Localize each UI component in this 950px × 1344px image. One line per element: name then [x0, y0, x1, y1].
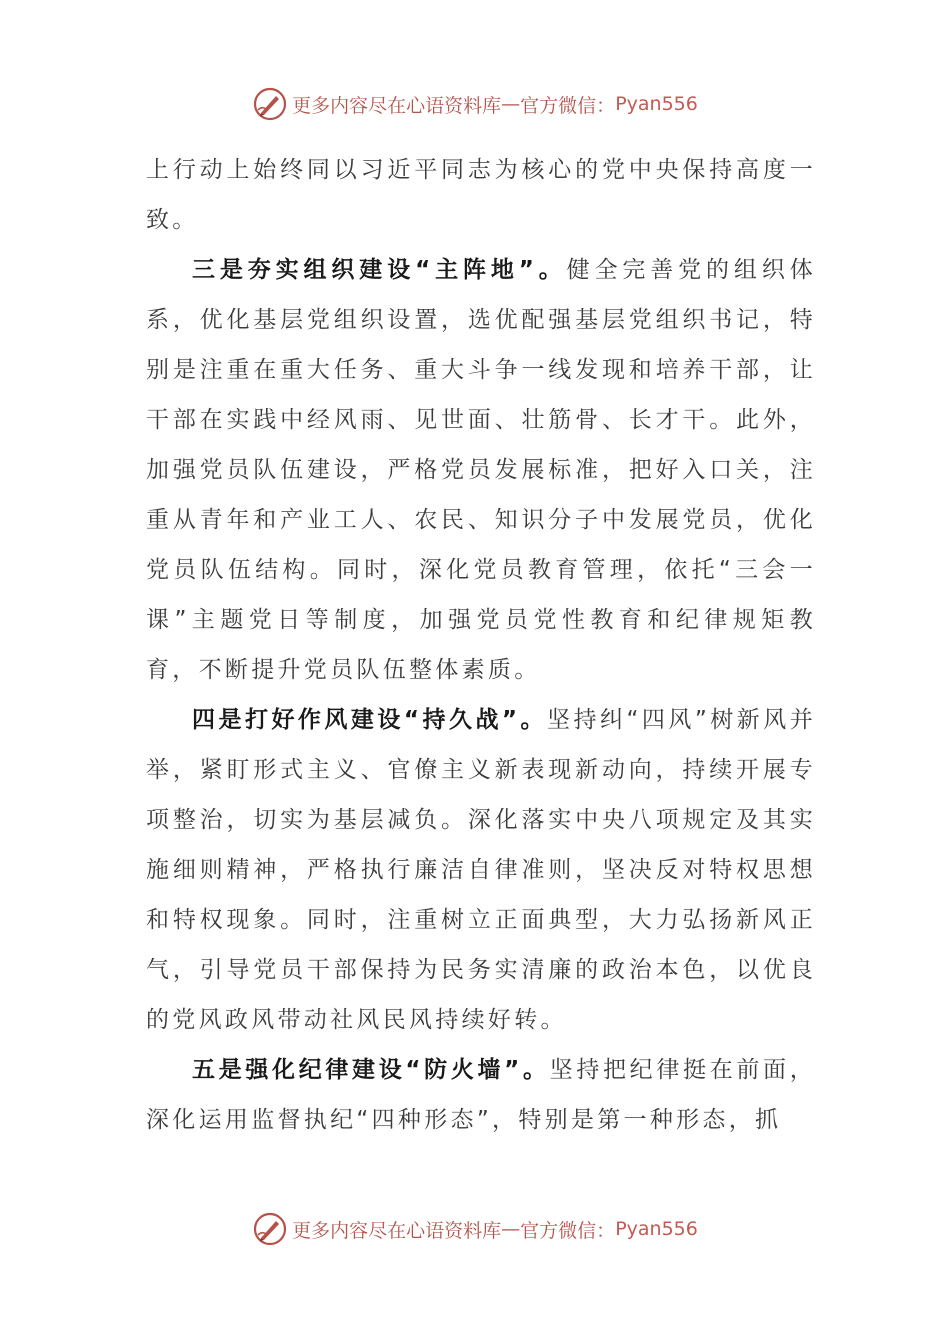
paragraph-text: 上行动上始终同以习近平同志为核心的党中央保持高度一致。 [146, 157, 816, 233]
paragraph-lead: 三是夯实组织建设“主阵地”。 [192, 257, 567, 283]
banner-separator: — [501, 1218, 521, 1240]
banner-wechat-label: 官方微信： [520, 1219, 616, 1242]
paragraph-discipline [146, 1045, 816, 1145]
paragraph-text: 坚持纠“四风”树新风并举，紧盯形式主义、官僚主义新表现新动向，持续开展专项整治，切实为基层减负。深化落实中央八项规定及其实施细则精神，严格执行廉洁自律准则，坚决反对特权思想和特权现象。同时，注重树立正面典型，大力弘扬新风正气，引导党员干部保持为民务实清廉的政治本色，以优良的党风政风带动社风民风持续好转。 [146, 707, 816, 1033]
banner-site-text: 更多内容尽在心语资料库 [292, 94, 502, 117]
pen-logo-icon [252, 1211, 288, 1247]
paragraph-lead: 五是强化纪律建设“防火墙”。 [192, 1057, 550, 1083]
banner-wechat-id: Pyan556 [615, 93, 698, 115]
pen-logo-icon [252, 86, 288, 122]
document-body [146, 145, 816, 1145]
paragraph-text: 坚持把纪律挺在前面，深化运用监督执纪“四种形态”，特别是第一种形态，抓 [146, 1057, 817, 1133]
banner-wechat-id: Pyan556 [615, 1218, 698, 1240]
header-banner [0, 84, 950, 124]
paragraph-lead: 四是打好作风建设“持久战”。 [192, 707, 548, 733]
banner-wechat-label: 官方微信： [520, 94, 616, 117]
banner-site-text: 更多内容尽在心语资料库 [292, 1219, 502, 1242]
paragraph-continuation [146, 145, 816, 245]
paragraph-organization [146, 245, 816, 695]
paragraph-style [146, 695, 816, 1045]
banner-separator: — [501, 93, 521, 115]
footer-banner [0, 1209, 950, 1249]
paragraph-text: 健全完善党的组织体系，优化基层党组织设置，选优配强基层党组织书记，特别是注重在重大任务、重大斗争一线发现和培养干部，让干部在实践中经风雨、见世面、壮筋骨、长才干。此外，加强党员队伍建设，严格党员发展标准，把好入口关，注重从青年和产业工人、农民、知识分子中发展党员，优化党员队伍结构。同时，深化党员教育管理，依托“三会一课”主题党日等制度，加强党员党性教育和纪律规矩教育，不断提升党员队伍整体素质。 [146, 257, 817, 683]
